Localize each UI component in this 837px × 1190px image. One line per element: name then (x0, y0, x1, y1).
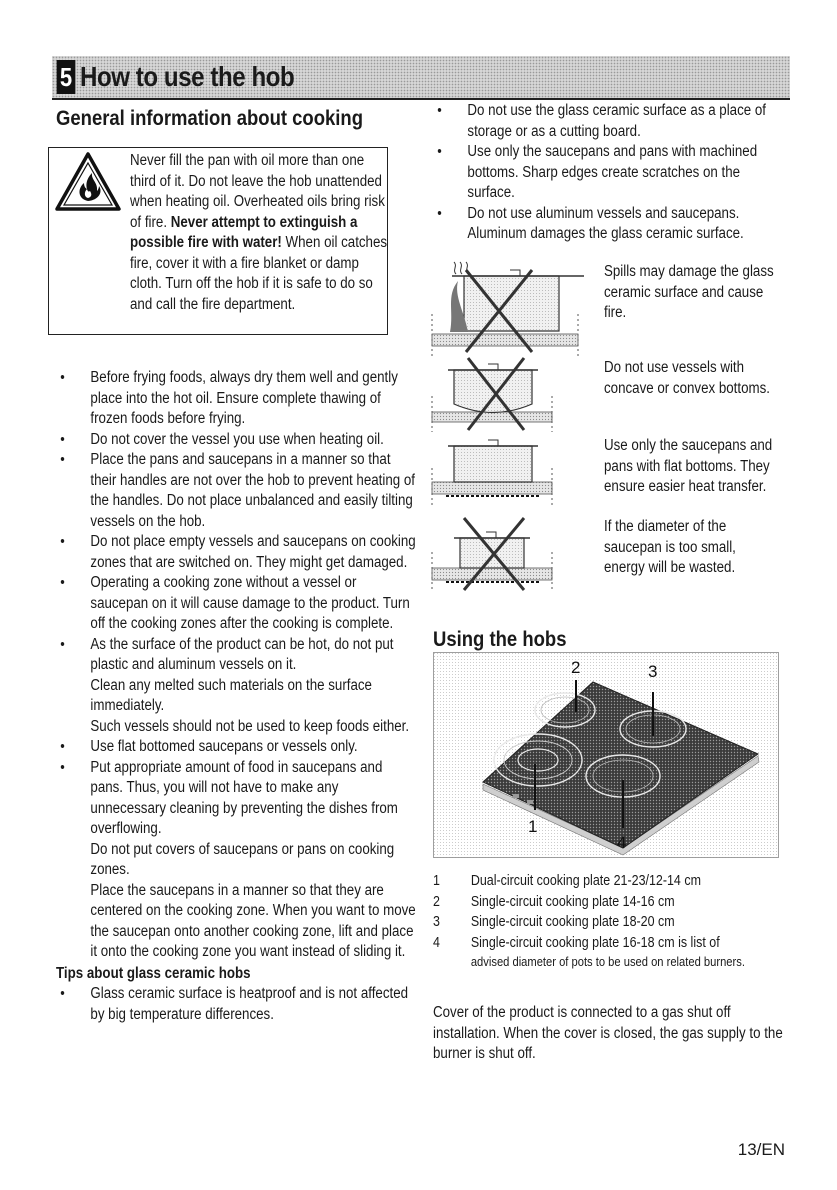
list-item-continuation: advised diameter of pots to be used on related burners. (470, 954, 745, 969)
callout-4: 4 (617, 833, 627, 852)
callout-1: 1 (528, 817, 538, 836)
list-item: • Place the pans and saucepans in a manner so that their handles are not over the hob to prevent heating of the handles. Do not place unbalanced and easily tilting vessels on the hob. (56, 450, 417, 532)
list-item: 4 Single-circuit cooking plate 16-18 cm is list of (433, 934, 720, 951)
list-item: • Use flat bottomed saucepans or vessels only. (56, 737, 417, 758)
general-heading: General information about cooking (56, 107, 363, 130)
list-item: • Put appropriate amount of food in saucepans and pans. Thus, you will not have to make any unnecessary cleaning by preventing the dishes from overflowing. (56, 758, 417, 840)
small-pot-icon (432, 518, 552, 592)
pot-illustrations (424, 256, 594, 596)
warning-text (130, 151, 388, 315)
section-header-rule (52, 98, 790, 100)
warning-text-bold: Never attempt to extinguish a possible fire with water! (130, 213, 358, 251)
fire-warning-icon (54, 151, 122, 213)
hob-diagram (433, 652, 779, 858)
list-item: • Operating a cooking zone without a vessel or saucepan on it will cause damage to the product. Turn off the cooking zones after the cooking is complete. (56, 573, 417, 635)
tips-bullets (433, 101, 786, 245)
pot-caption-flat: Use only the saucepans and pans with flat bottoms. They ensure easier heat transfer. (604, 437, 773, 495)
section-number: 5 (57, 60, 76, 94)
list-item: 2 Single-circuit cooking plate 14-16 cm (433, 893, 675, 910)
list-item: 1 Dual-circuit cooking plate 21-23/12-14 cm (433, 873, 701, 889)
warning-text-2: When oil catches fire, cover it with a fire blanket or damp cloth. Turn off the hob if it is safe to do so and call the fire department. (130, 234, 388, 313)
general-bullets (56, 368, 417, 1025)
list-item-continuation: Clean any melted such materials on the surface immediately. (90, 676, 372, 714)
list-item: • Use only the saucepans and pans with machined bottoms. Sharp edges create scratches on the surface. (433, 142, 786, 204)
pot-caption-small: If the diameter of the saucepan is too small, energy will be wasted. (604, 518, 736, 576)
list-item: • Do not use the glass ceramic surface as a place of storage or as a cutting board. (433, 101, 786, 142)
hob-parts-list (433, 871, 777, 971)
tips-heading: Tips about glass ceramic hobs (56, 964, 251, 982)
using-heading: Using the hobs (433, 628, 567, 651)
list-item: 3 Single-circuit cooking plate 18-20 cm (433, 914, 675, 930)
callout-3: 3 (648, 662, 658, 681)
pot-caption-uneven: Do not use vessels with concave or convex bottoms. (604, 359, 770, 397)
list-item: • Do not place empty vessels and saucepans on cooking zones that are switched on. They might get damaged. (56, 532, 417, 573)
list-item: • Glass ceramic surface is heatproof and is not affected by big temperature differences. (56, 984, 417, 1025)
list-item: • As the surface of the product can be hot, do not put plastic and aluminum vessels on it. (56, 635, 417, 676)
page-number: 13/EN (737, 1140, 785, 1159)
list-item-continuation: Do not put covers of saucepans or pans on cooking zones. (90, 840, 395, 878)
list-item: • Do not cover the vessel you use when heating oil. (56, 430, 417, 451)
list-item-continuation: Such vessels should not be used to keep foods either. (90, 717, 410, 735)
flat-pot-icon (432, 440, 552, 506)
gas-note: Cover of the product is connected to a gas shut off installation. When the cover is closed, the gas supply to the burner is shut off. (433, 1004, 783, 1062)
section-title: How to use the hob (80, 61, 295, 92)
uneven-pot-icon (432, 358, 552, 432)
pot-caption-spill: Spills may damage the glass ceramic surface and cause fire. (604, 263, 774, 321)
callout-2: 2 (571, 658, 581, 677)
list-item: • Do not use aluminum vessels and saucepans. Aluminum damages the glass ceramic surface. (433, 204, 786, 245)
list-item: • Before frying foods, always dry them well and gently place into the hot oil. Ensure complete thawing of frozen foods before frying. (56, 368, 417, 430)
spill-pot-icon (432, 262, 584, 356)
warning-text-1: Never fill the pan with oil more than one third of it. Do not leave the hob unattended when heating oil. Overheated oils bring risk of fire. (130, 152, 385, 231)
list-item-continuation: Place the saucepans in a manner so that they are centered on the cooking zone. When you want to move the saucepan onto another cooking zone, lift and place it onto the cooking zone you want instead of sliding it. (90, 881, 416, 960)
